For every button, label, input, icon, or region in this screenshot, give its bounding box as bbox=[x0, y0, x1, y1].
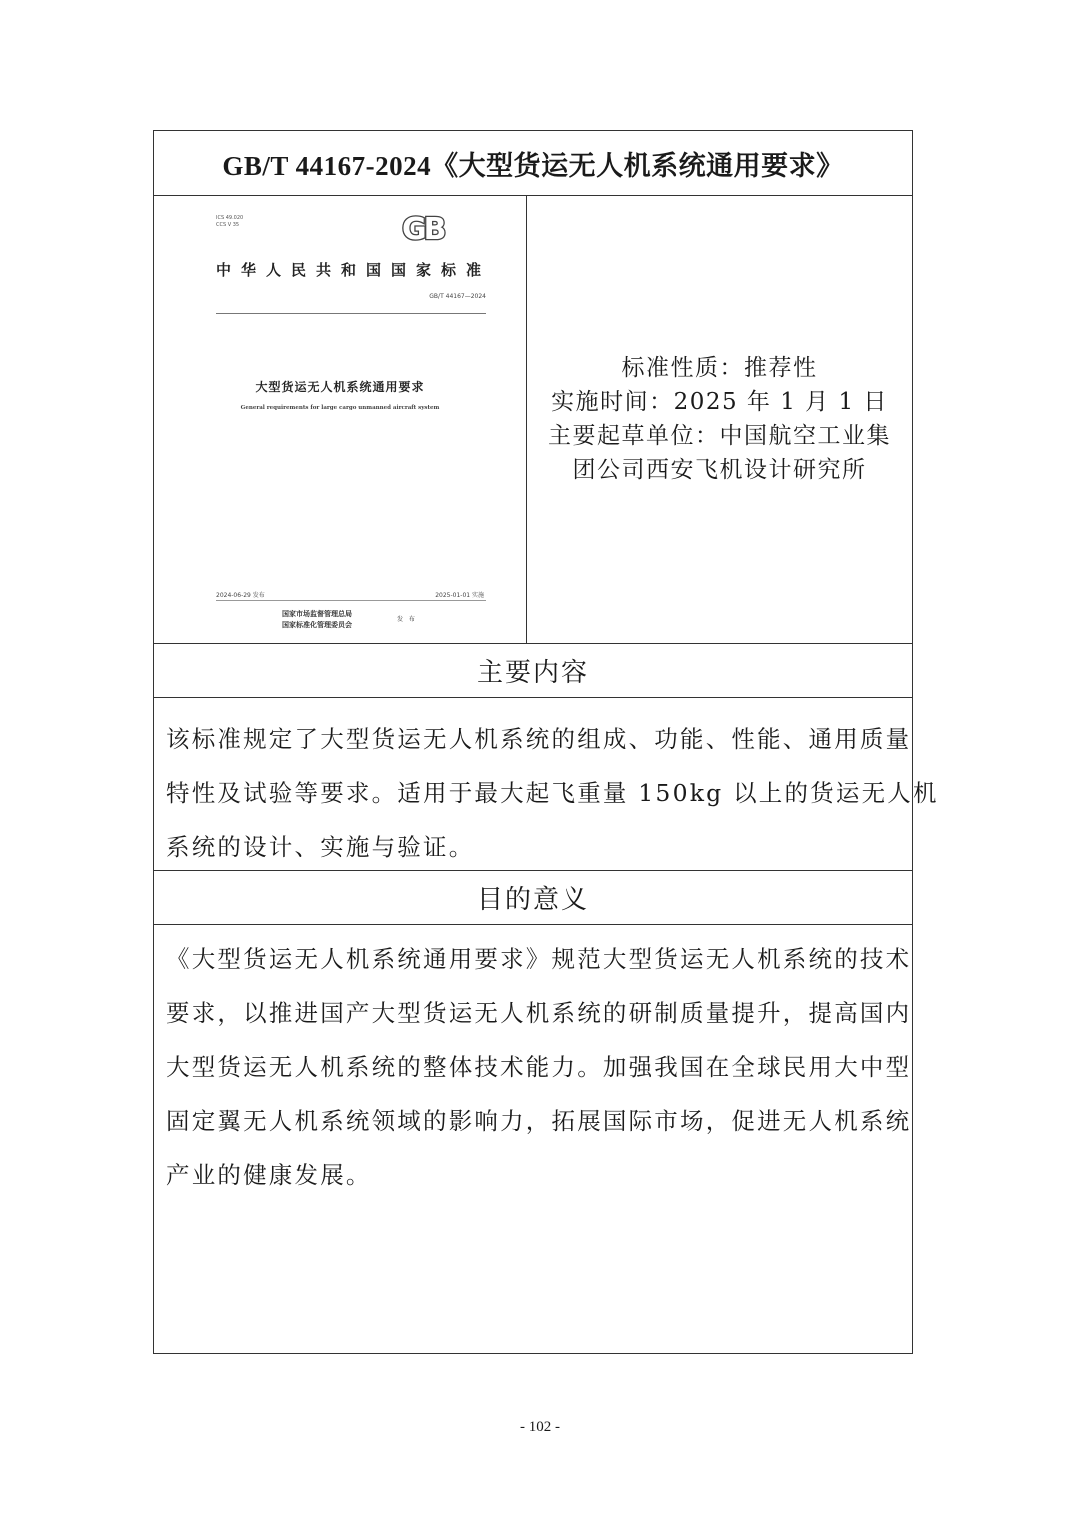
divider bbox=[154, 697, 912, 698]
ics-line: ICS 49.020 bbox=[216, 215, 244, 221]
divider bbox=[154, 924, 912, 925]
main-content-body bbox=[154, 712, 939, 874]
cover-publish-date: 2024-06-29 发布 bbox=[216, 592, 265, 599]
implement-time: 实施时间：2025 年 1 月 1 日 bbox=[551, 389, 888, 415]
paragraph-line: 系统的设计、实施与验证。 bbox=[166, 833, 475, 861]
page-title: GB/T 44167-2024《大型货运无人机系统通用要求》 bbox=[222, 150, 844, 181]
cover-rule bbox=[216, 313, 486, 314]
gb-logo-letter: B bbox=[423, 212, 444, 247]
standard-info-table bbox=[153, 130, 939, 1354]
standard-cover-thumbnail bbox=[154, 195, 526, 643]
standard-nature: 标准性质：推荐性 bbox=[621, 355, 818, 381]
title-row bbox=[154, 131, 912, 195]
gb-logo bbox=[402, 213, 468, 249]
cover-rule bbox=[216, 600, 486, 601]
paragraph-line: 该标准规定了大型货运无人机系统的组成、功能、性能、通用质量 bbox=[166, 725, 912, 753]
cover-publishers bbox=[282, 608, 352, 630]
purpose-heading: 目的意义 bbox=[476, 884, 589, 915]
paragraph-line: 特性及试验等要求。适用于最大起飞重量 150kg 以上的货运无人机 bbox=[166, 779, 939, 807]
page-number: - 102 - bbox=[520, 1419, 560, 1435]
standard-info bbox=[548, 351, 891, 487]
cover-publish-suffix: 发 布 bbox=[397, 616, 417, 623]
cover-cell bbox=[154, 195, 527, 643]
info-cell bbox=[527, 195, 912, 643]
paragraph-line: 产业的健康发展。 bbox=[166, 1161, 372, 1189]
paragraph-line: 固定翼无人机系统领域的影响力，拓展国际市场，促进无人机系统 bbox=[166, 1107, 912, 1135]
paragraph-line: 要求，以推进国产大型货运无人机系统的研制质量提升，提高国内 bbox=[166, 999, 912, 1027]
cover-implement-date: 2025-01-01 实施 bbox=[435, 592, 484, 599]
cover-title-cn: 大型货运无人机系统通用要求 bbox=[255, 380, 425, 394]
publisher-line: 国家标准化管理委员会 bbox=[282, 620, 352, 629]
gb-logo-letter: G bbox=[402, 212, 424, 247]
publisher-line: 国家市场监督管理总局 bbox=[282, 609, 352, 618]
paragraph-line: 大型货运无人机系统的整体技术能力。加强我国在全球民用大中型 bbox=[166, 1053, 912, 1081]
cover-organization: 中华人民共和国国家标准 bbox=[216, 261, 486, 279]
ccs-line: CCS V 35 bbox=[216, 222, 240, 228]
cover-title-en: General requirements for large cargo unmanned aircraft system bbox=[240, 405, 440, 411]
ics-code bbox=[216, 215, 243, 229]
main-content-heading: 主要内容 bbox=[476, 657, 589, 688]
cover-standard-code: GB/T 44167—2024 bbox=[429, 293, 486, 300]
purpose-body bbox=[154, 932, 912, 1202]
drafter-line: 主要起草单位：中国航空工业集 bbox=[548, 423, 891, 449]
paragraph-line: 《大型货运无人机系统通用要求》规范大型货运无人机系统的技术 bbox=[166, 945, 912, 973]
drafter-line: 团公司西安飞机设计研究所 bbox=[572, 457, 867, 483]
